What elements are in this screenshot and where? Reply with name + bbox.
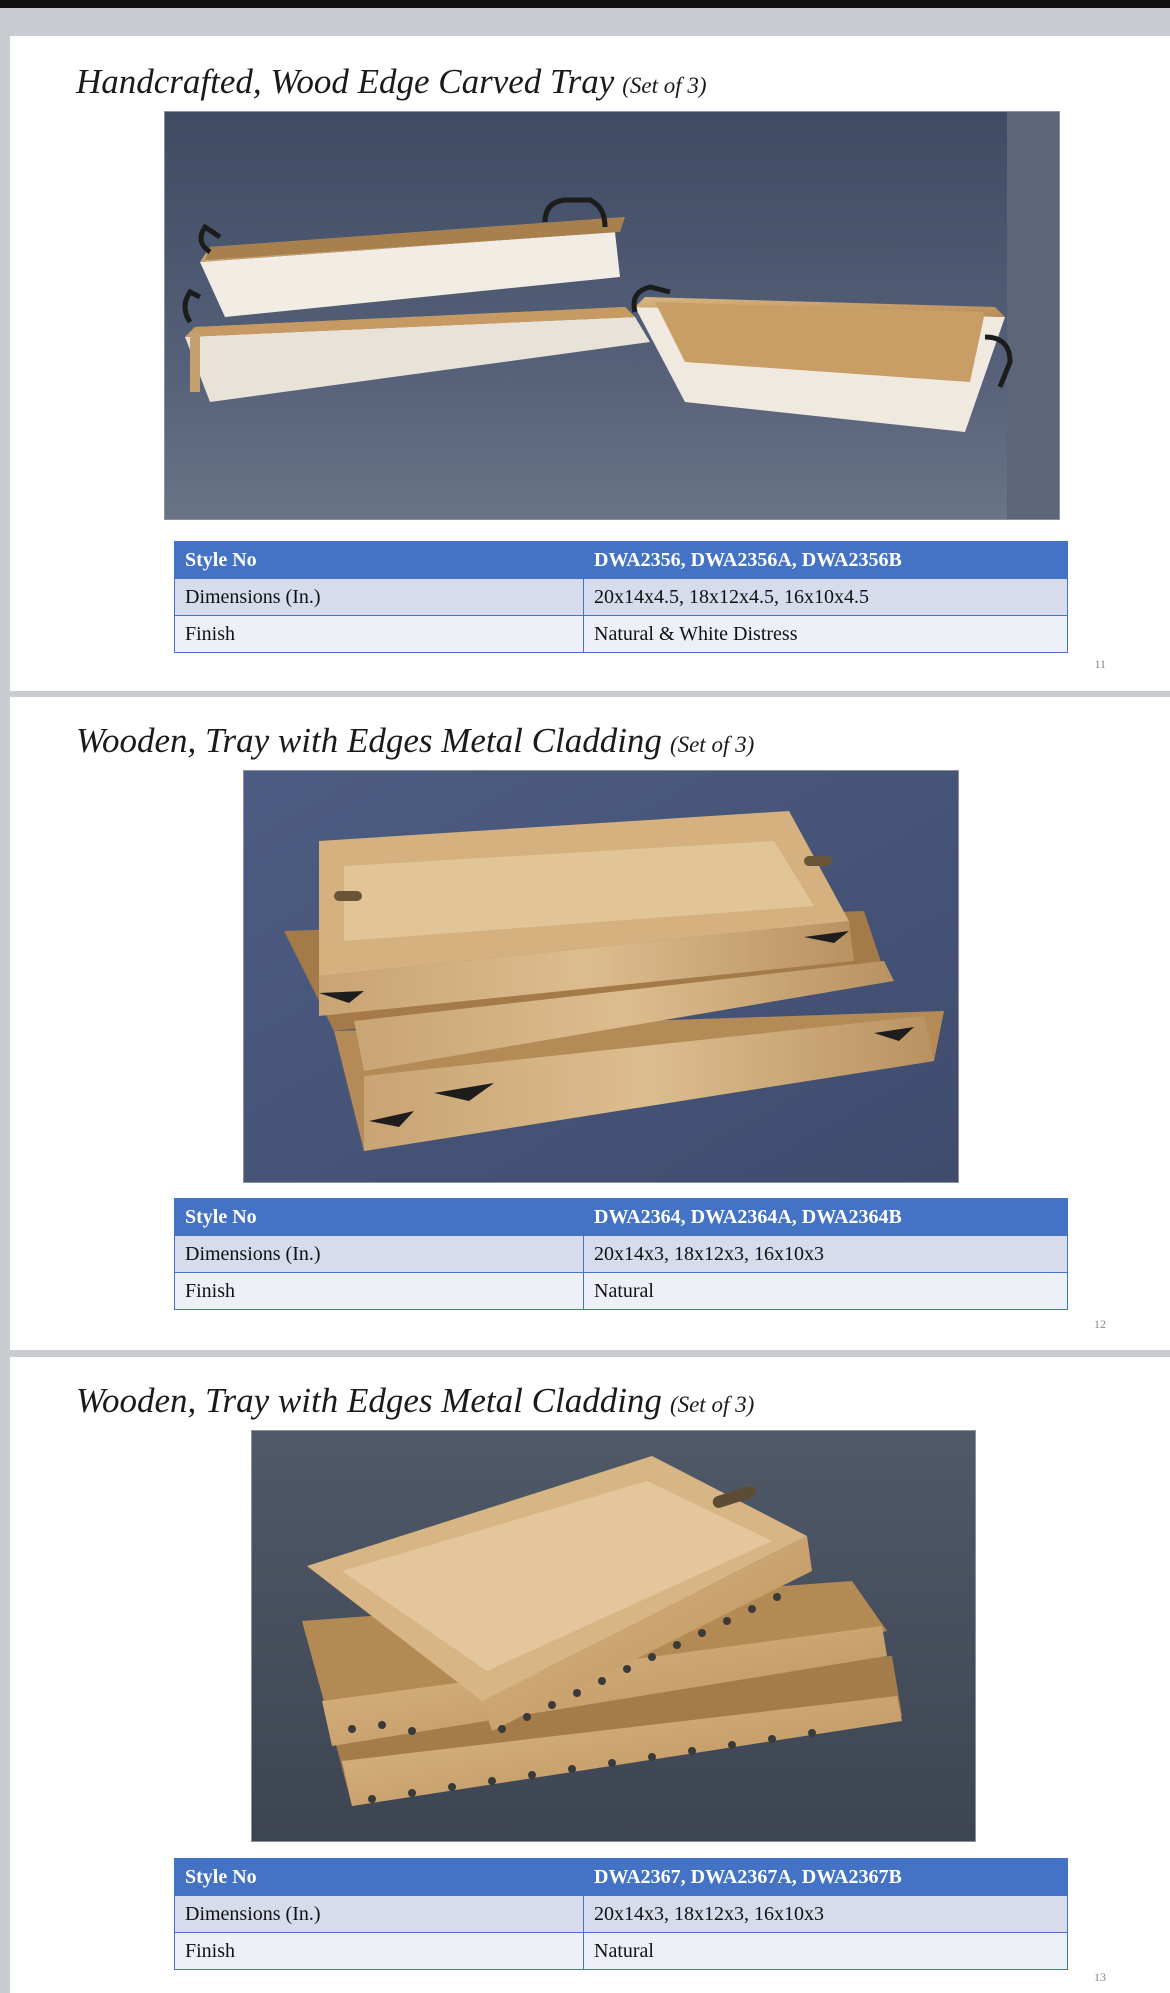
page-number: 13 [1094, 1970, 1106, 1984]
product-photo-carved-tray [164, 111, 1060, 520]
spec-row-dimensions [175, 1896, 1068, 1933]
product-title [76, 1381, 754, 1421]
product-title-text: Handcrafted, Wood Edge Carved Tray [76, 62, 615, 101]
spec-header-row [175, 1199, 1068, 1236]
dimensions-value: 20x14x4.5, 18x12x4.5, 16x10x4.5 [584, 579, 1068, 616]
product-title [76, 721, 754, 761]
spec-header-row [175, 542, 1068, 579]
product-title-text: Wooden, Tray with Edges Metal Cladding [76, 1381, 662, 1420]
style-no-label: Style No [175, 542, 584, 579]
finish-label: Finish [175, 616, 584, 653]
spec-table [174, 541, 1068, 653]
dimensions-label: Dimensions (In.) [175, 579, 584, 616]
finish-value: Natural [584, 1933, 1068, 1970]
spec-row-dimensions [175, 1236, 1068, 1273]
style-no-label: Style No [175, 1199, 584, 1236]
finish-value: Natural [584, 1273, 1068, 1310]
dimensions-label: Dimensions (In.) [175, 1236, 584, 1273]
finish-label: Finish [175, 1933, 584, 1970]
dimensions-value: 20x14x3, 18x12x3, 16x10x3 [584, 1896, 1068, 1933]
product-set-note: (Set of 3) [669, 732, 755, 757]
spec-row-finish [175, 1933, 1068, 1970]
style-no-label: Style No [175, 1859, 584, 1896]
top-bar [0, 0, 1170, 8]
catalog-page-13 [10, 1357, 1170, 1993]
finish-label: Finish [175, 1273, 584, 1310]
catalog-page-12 [10, 697, 1170, 1350]
spec-row-finish [175, 1273, 1068, 1310]
spec-row-finish [175, 616, 1068, 653]
catalog-page-11 [10, 36, 1170, 691]
product-set-note: (Set of 3) [669, 1392, 755, 1417]
page-number: 12 [1094, 1317, 1106, 1331]
style-no-value: DWA2364, DWA2364A, DWA2364B [584, 1199, 1068, 1236]
product-photo-studded-tray [251, 1430, 976, 1842]
style-no-value: DWA2356, DWA2356A, DWA2356B [584, 542, 1068, 579]
spec-table [174, 1858, 1068, 1970]
dimensions-value: 20x14x3, 18x12x3, 16x10x3 [584, 1236, 1068, 1273]
product-set-note: (Set of 3) [622, 73, 707, 98]
spec-row-dimensions [175, 579, 1068, 616]
product-title [76, 62, 707, 102]
dimensions-label: Dimensions (In.) [175, 1896, 584, 1933]
finish-value: Natural & White Distress [584, 616, 1068, 653]
product-photo-metal-cladding-tray [243, 770, 959, 1183]
page-number: 11 [1094, 657, 1106, 671]
spec-header-row [175, 1859, 1068, 1896]
product-title-text: Wooden, Tray with Edges Metal Cladding [76, 721, 662, 760]
spec-table [174, 1198, 1068, 1310]
style-no-value: DWA2367, DWA2367A, DWA2367B [584, 1859, 1068, 1896]
